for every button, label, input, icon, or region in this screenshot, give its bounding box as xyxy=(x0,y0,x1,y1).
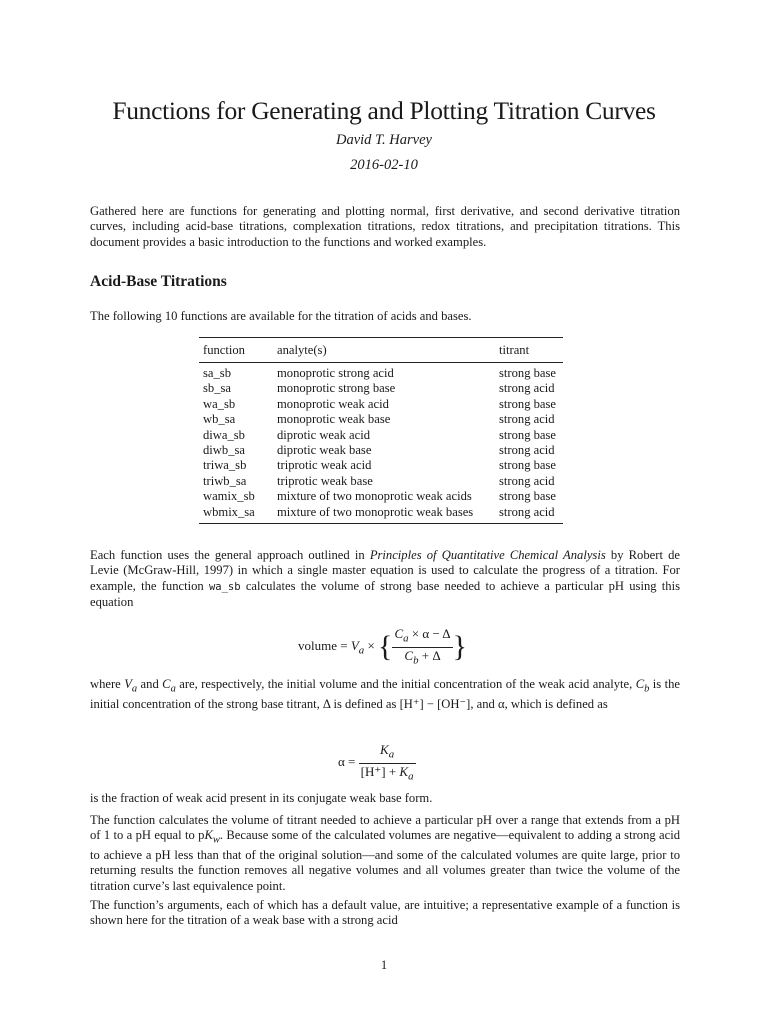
column-header-function: function xyxy=(203,343,245,357)
book-title: Principles of Quantitative Chemical Analysis xyxy=(369,548,606,562)
function-cell: triwa_sb xyxy=(203,458,247,473)
arguments-text: The function’s arguments, each of which has a default value, are intuitive; a representative example of a function is shown here for the titration of a weak base with a strong acid xyxy=(90,898,680,928)
analyte-cell: triprotic weak acid xyxy=(277,458,372,473)
titrant-cell: strong base xyxy=(499,366,557,380)
function-cell: wb_sa xyxy=(203,412,236,427)
alpha-explanation-paragraph xyxy=(90,791,680,806)
intro-text: Gathered here are functions for generating and plotting normal, first derivative, and second derivative titration curves, including acid-base titrations, complexation titrations, redox titrations, and precipitation titrations. This document provides a basic introduction to the functions and worked examples. xyxy=(90,204,680,249)
table-header-row xyxy=(199,338,563,363)
author-name: David T. Harvey xyxy=(336,132,432,148)
section-lead-text: The following 10 functions are available for the titration of acids and bases. xyxy=(90,309,472,323)
table-row xyxy=(199,489,563,504)
method-paragraph xyxy=(90,548,680,610)
section-heading: Acid-Base Titrations xyxy=(90,273,227,290)
function-cell: diwb_sa xyxy=(203,443,245,458)
table-row xyxy=(199,412,563,427)
inline-code-wa-sb: wa_sb xyxy=(208,580,241,593)
alpha-fraction: $\frac{K_a}{[H^+] + K_a}$ xyxy=(360,742,414,783)
analyte-cell: monoprotic strong base xyxy=(277,381,396,396)
titrant-cell: strong acid xyxy=(499,504,555,519)
alpha-equation: α = $\frac{K_a}{[H^+] + K_a}$ xyxy=(338,742,414,783)
table-row xyxy=(199,474,563,489)
function-cell: wamix_sb xyxy=(203,489,255,504)
document-date: 2016-02-10 xyxy=(350,157,418,173)
analyte-cell: mixture of two monoprotic weak acids xyxy=(277,489,472,504)
titrant-cell: strong acid xyxy=(499,412,555,427)
column-header-analyte: analyte(s) xyxy=(277,343,327,357)
analyte-cell: triprotic weak base xyxy=(277,473,373,488)
definitions-text: where $V_a$ and $C_a$ are, respectively, the initial volume and the initial concentration of the weak acid analyte, $C_b$ is the initial concentration of the strong base titrant, Δ is defined as [H⁺] − [OH⁻], and α, which is defined as xyxy=(90,677,680,711)
analyte-cell: monoprotic weak acid xyxy=(277,396,389,411)
titrant-cell: strong base xyxy=(499,427,557,442)
volume-equation: volume = $V_a$ × { $\frac{C_a \times \alpha - \Delta}{C_b + \Delta}$ } xyxy=(298,626,468,667)
arguments-paragraph xyxy=(90,898,680,929)
function-cell: diwa_sb xyxy=(203,427,245,442)
function-description-text: The function calculates the volume of titrant needed to achieve a particular pH over a range that extends from a pH of 1 to a pH equal to $pK_w$. Because some of the calculated volumes are negative—equivalent to adding a strong acid to achieve a pH less than that of the original solution—and some of the calculated volumes are quite large, prior to returning results the function removes all negative volumes and all volumes greater than twice the volume of the titration curve’s last equivalence point. xyxy=(90,813,680,893)
table-row xyxy=(199,381,563,396)
functions-table xyxy=(199,337,563,524)
document-title: Functions for Generating and Plotting Titration Curves xyxy=(112,96,656,125)
function-cell: wbmix_sa xyxy=(203,504,255,519)
analyte-cell: mixture of two monoprotic weak bases xyxy=(277,504,474,519)
titrant-cell: strong acid xyxy=(499,473,555,488)
column-header-titrant: titrant xyxy=(499,343,530,357)
titrant-cell: strong base xyxy=(499,396,557,411)
table-row xyxy=(199,428,563,443)
titrant-cell: strong base xyxy=(499,489,557,504)
analyte-cell: monoprotic strong acid xyxy=(277,366,394,380)
table-row xyxy=(199,458,563,473)
function-cell: wa_sb xyxy=(203,396,236,411)
function-cell: sb_sa xyxy=(203,381,231,396)
intro-paragraph xyxy=(90,204,680,250)
alpha-explanation-text: is the fraction of weak acid present in its conjugate weak base form. xyxy=(90,791,433,805)
method-text: Each function uses the general approach outlined in Principles of Quantitative Chemical Analysis by Robert de Levie (McGraw-Hill, 1997) in which a single master equation is used to calculate the progress of a titration. For example, the function wa_sb calculates the volume of strong base needed to achieve a particular pH using this equation xyxy=(90,548,681,609)
table-row xyxy=(199,505,563,524)
analyte-cell: monoprotic weak base xyxy=(277,412,391,427)
definitions-paragraph xyxy=(90,677,680,712)
section-lead-paragraph xyxy=(90,309,680,324)
function-description-paragraph xyxy=(90,813,680,894)
table-row xyxy=(199,363,563,382)
analyte-cell: diprotic weak acid xyxy=(277,427,371,442)
function-cell: sa_sb xyxy=(203,366,231,380)
volume-fraction: $\frac{C_a \times \alpha - \Delta}{C_b + \Delta}$ xyxy=(394,626,451,667)
titrant-cell: strong acid xyxy=(499,381,555,396)
page-number: 1 xyxy=(380,958,388,972)
function-cell: triwb_sa xyxy=(203,473,247,488)
titrant-cell: strong acid xyxy=(499,443,555,458)
table-row xyxy=(199,397,563,412)
analyte-cell: diprotic weak base xyxy=(277,443,372,458)
titrant-cell: strong base xyxy=(499,458,557,473)
table-row xyxy=(199,443,563,458)
